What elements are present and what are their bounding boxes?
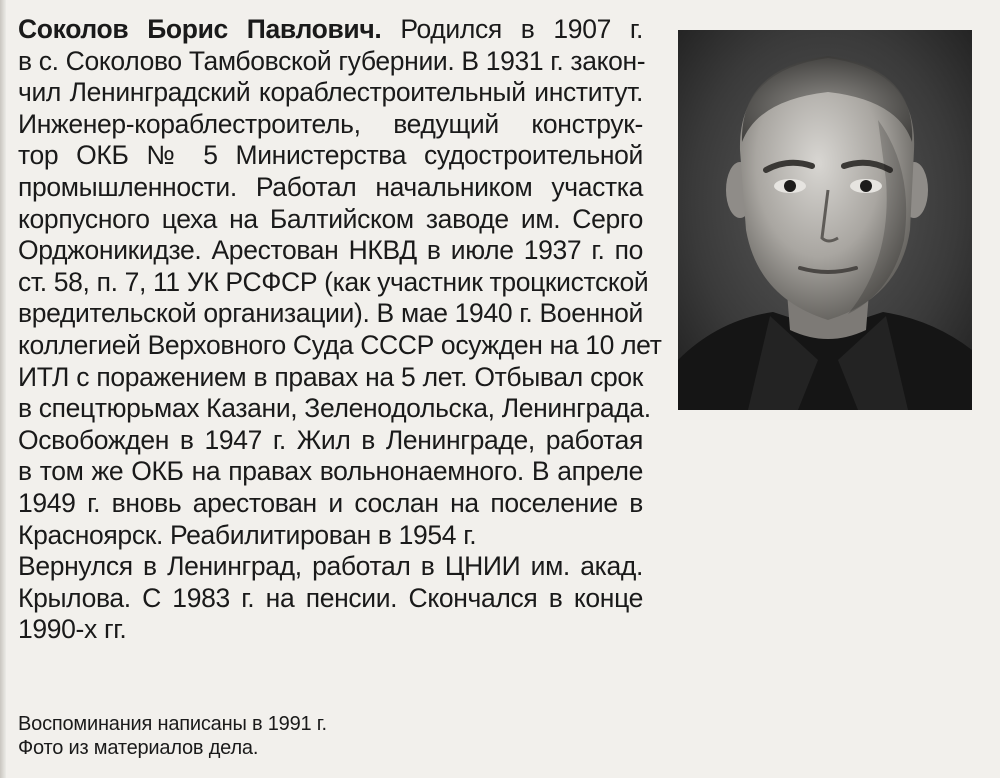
photo-source-note: Фото из материалов дела.	[18, 737, 259, 759]
bio-line: промышленности. Работал начальником участка	[18, 171, 643, 202]
bio-line: корпусного цеха на Балтийском заводе им. Серго	[18, 203, 643, 234]
bio-line: 1990-х гг.	[18, 614, 127, 645]
bio-line: коллегией Верховного Суда СССР осужден на 10 лет	[18, 329, 662, 360]
bio-line: в с. Соколово Тамбовской губернии. В 1931 г. закон-	[18, 45, 646, 76]
bio-first-line-rest: Родился в 1907 г.	[400, 14, 643, 44]
bio-line: чил Ленинградский кораблестроительный институт.	[18, 77, 643, 108]
portrait-illustration	[678, 30, 972, 410]
page-edge	[0, 0, 6, 778]
bio-line: Освобожден в 1947 г. Жил в Ленинграде, работая	[18, 424, 643, 455]
portrait-photo	[678, 30, 972, 410]
bio-line: в том же ОКБ на правах вольнонаемного. В апреле	[18, 456, 643, 487]
bio-line: в спецтюрьмах Казани, Зеленодольска, Ленинграда.	[18, 393, 651, 424]
memoir-date-note: Воспоминания написаны в 1991 г.	[18, 713, 327, 735]
bio-line: Орджоникидзе. Арестован НКВД в июле 1937 г. по	[18, 235, 643, 266]
bio-line: Вернулся в Ленинград, работал в ЦНИИ им. акад.	[18, 551, 643, 582]
bio-line: ИТЛ с поражением в правах на 5 лет. Отбывал срок	[18, 361, 643, 392]
person-name: Соколов Борис Павлович.	[18, 14, 382, 44]
bio-line: тор ОКБ № 5 Министерства судостроительной	[18, 140, 643, 171]
bio-line: ст. 58, п. 7, 11 УК РСФСР (как участник троцкистской	[18, 266, 649, 297]
bio-line: 1949 г. вновь арестован и сослан на поселение в	[18, 487, 643, 518]
biography-text	[18, 14, 662, 646]
bio-line: Красноярск. Реабилитирован в 1954 г.	[18, 519, 477, 550]
footnotes	[18, 712, 638, 760]
bio-line-1	[18, 14, 643, 46]
bio-line: Инженер-кораблестроитель, ведущий конструк-	[18, 108, 643, 139]
bio-line: вредительской организации). В мае 1940 г. Военной	[18, 298, 643, 329]
bio-line: Крылова. С 1983 г. на пенсии. Скончался в конце	[18, 582, 643, 613]
